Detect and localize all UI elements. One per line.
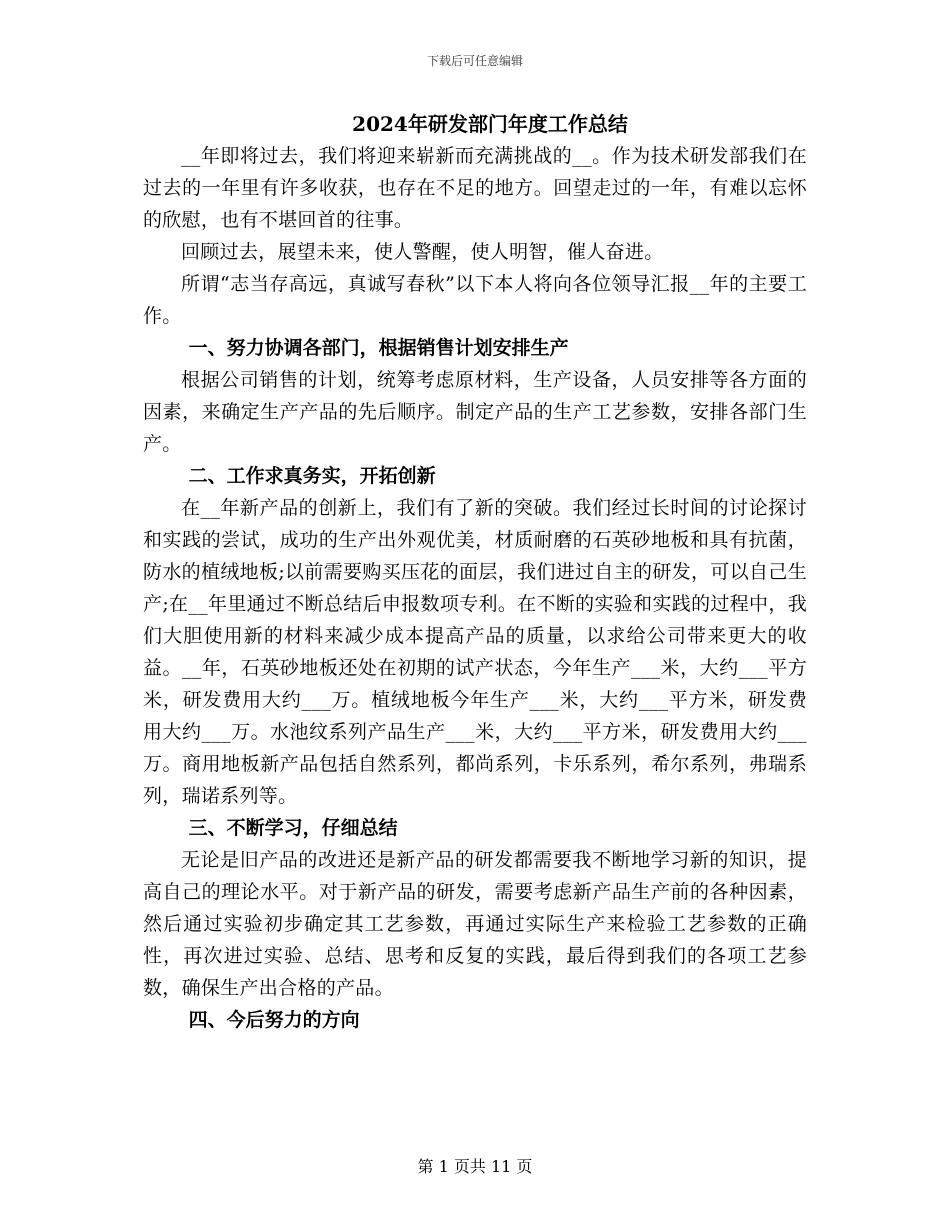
page-footer: 第 1 页共 11 页 [417,1157,533,1176]
section-heading-1: 一、努力协调各部门，根据销售计划安排生产 [188,337,569,359]
paragraph-report: 所谓“志当存高远，真诚写春秋”以下本人将向各位领导汇报__年的主要工作。 [143,273,807,327]
paragraph-section-1: 根据公司销售的计划，统筹考虑原材料，生产设备，人员安排等各方面的因素，来确定生产产品的先后顺序。制定产品的生产工艺参数，安排各部门生产。 [143,369,807,455]
header-note: 下载后可任意编辑 [426,54,523,68]
paragraph-intro: __年即将过去，我们将迎来崭新而充满挑战的__。作为技术研发部我们在过去的一年里有许多收获，也存在不足的地方。回望走过的一年，有难以忘怀的欣慰，也有不堪回首的往事。 [143,145,807,231]
section-heading-3: 三、不断学习，仔细总结 [188,817,398,839]
paragraph-section-3: 无论是旧产品的改进还是新产品的研发都需要我不断地学习新的知识，提高自己的理论水平。对于新产品的研发，需要考虑新产品生产前的各种因素，然后通过实验初步确定其工艺参数，再通过实际生产来检验工艺参数的正确性，再次进过实验、总结、思考和反复的实践，最后得到我们的各项工艺参数，确保生产出合格的产品。 [143,849,807,999]
paragraph-review: 回顾过去，展望未来，使人警醒，使人明智，催人奋进。 [181,241,664,263]
section-heading-2: 二、工作求真务实，开拓创新 [188,465,436,487]
section-heading-4: 四、今后努力的方向 [188,1009,360,1031]
document-title: 2024年研发部门年度工作总结 [352,112,628,136]
document-body [143,108,807,1036]
paragraph-section-2: 在__年新产品的创新上，我们有了新的突破。我们经过长时间的讨论探讨和实践的尝试，成功的生产出外观优美，材质耐磨的石英砂地板和具有抗菌，防水的植绒地板;以前需要购买压花的面层，我们进过自主的研发，可以自己生产;在__年里通过不断总结后申报数项专利。在不断的实验和实践的过程中，我们大胆使用新的材料来减少成本提高产品的质量，以求给公司带来更大的收益。__年，石英砂地板还处在初期的试产状态，今年生产___米，大约___平方米，研发费用大约___万。植绒地板今年生产___米，大约___平方米，研发费用大约___万。水池纹系列产品生产___米，大约___平方米，研发费用大约___万。商用地板新产品包括自然系列，都尚系列，卡乐系列，希尔系列，弗瑞系列，瑞诺系列等。 [143,497,807,807]
